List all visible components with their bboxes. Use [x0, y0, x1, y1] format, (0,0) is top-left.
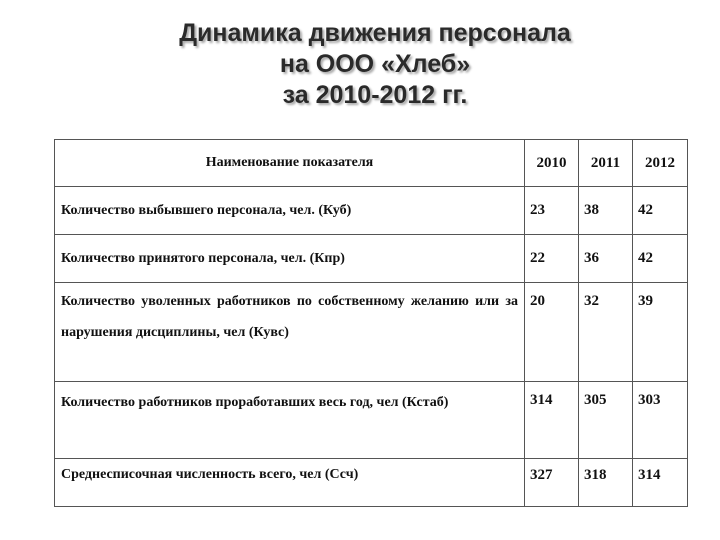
table-row — [55, 382, 688, 459]
row-value-2010: 22 — [525, 235, 579, 283]
row-name: Количество принятого персонала, чел. (Кпр) — [55, 235, 525, 283]
row-name: Количество работников проработавших весь год, чел (Кстаб) — [55, 382, 525, 459]
row-value-2012: 303 — [633, 382, 688, 459]
row-value-2012: 39 — [633, 283, 688, 382]
table-row — [55, 187, 688, 235]
title-line-2: на ООО «Хлеб» — [279, 50, 471, 78]
row-name: Количество выбывшего персонала, чел. (Куб) — [55, 187, 525, 235]
table-row — [55, 459, 688, 507]
row-value-2010: 23 — [525, 187, 579, 235]
row-value-2011: 36 — [579, 235, 633, 283]
header-indicator-name: Наименование показателя — [55, 140, 525, 187]
row-value-2012: 314 — [633, 459, 688, 507]
row-name: Среднесписочная численность всего, чел (Ссч) — [55, 459, 525, 507]
table-row — [55, 235, 688, 283]
title-line-1: Динамика движения персонала — [179, 19, 571, 47]
row-value-2011: 38 — [579, 187, 633, 235]
header-year-2010: 2010 — [525, 140, 579, 187]
row-value-2012: 42 — [633, 187, 688, 235]
row-value-2010: 327 — [525, 459, 579, 507]
row-value-2012: 42 — [633, 235, 688, 283]
row-value-2010: 314 — [525, 382, 579, 459]
header-year-2012: 2012 — [633, 140, 688, 187]
row-value-2010: 20 — [525, 283, 579, 382]
row-value-2011: 318 — [579, 459, 633, 507]
page-title — [0, 18, 720, 111]
row-value-2011: 305 — [579, 382, 633, 459]
table-header-row — [55, 140, 688, 187]
row-name: Количество уволенных работников по собственному желанию или за нарушения дисциплины, чел (Кувс) — [55, 283, 525, 382]
table-row — [55, 283, 688, 382]
row-value-2011: 32 — [579, 283, 633, 382]
header-year-2011: 2011 — [579, 140, 633, 187]
staff-movement-table — [54, 139, 688, 507]
title-line-3: за 2010-2012 гг. — [282, 81, 468, 109]
